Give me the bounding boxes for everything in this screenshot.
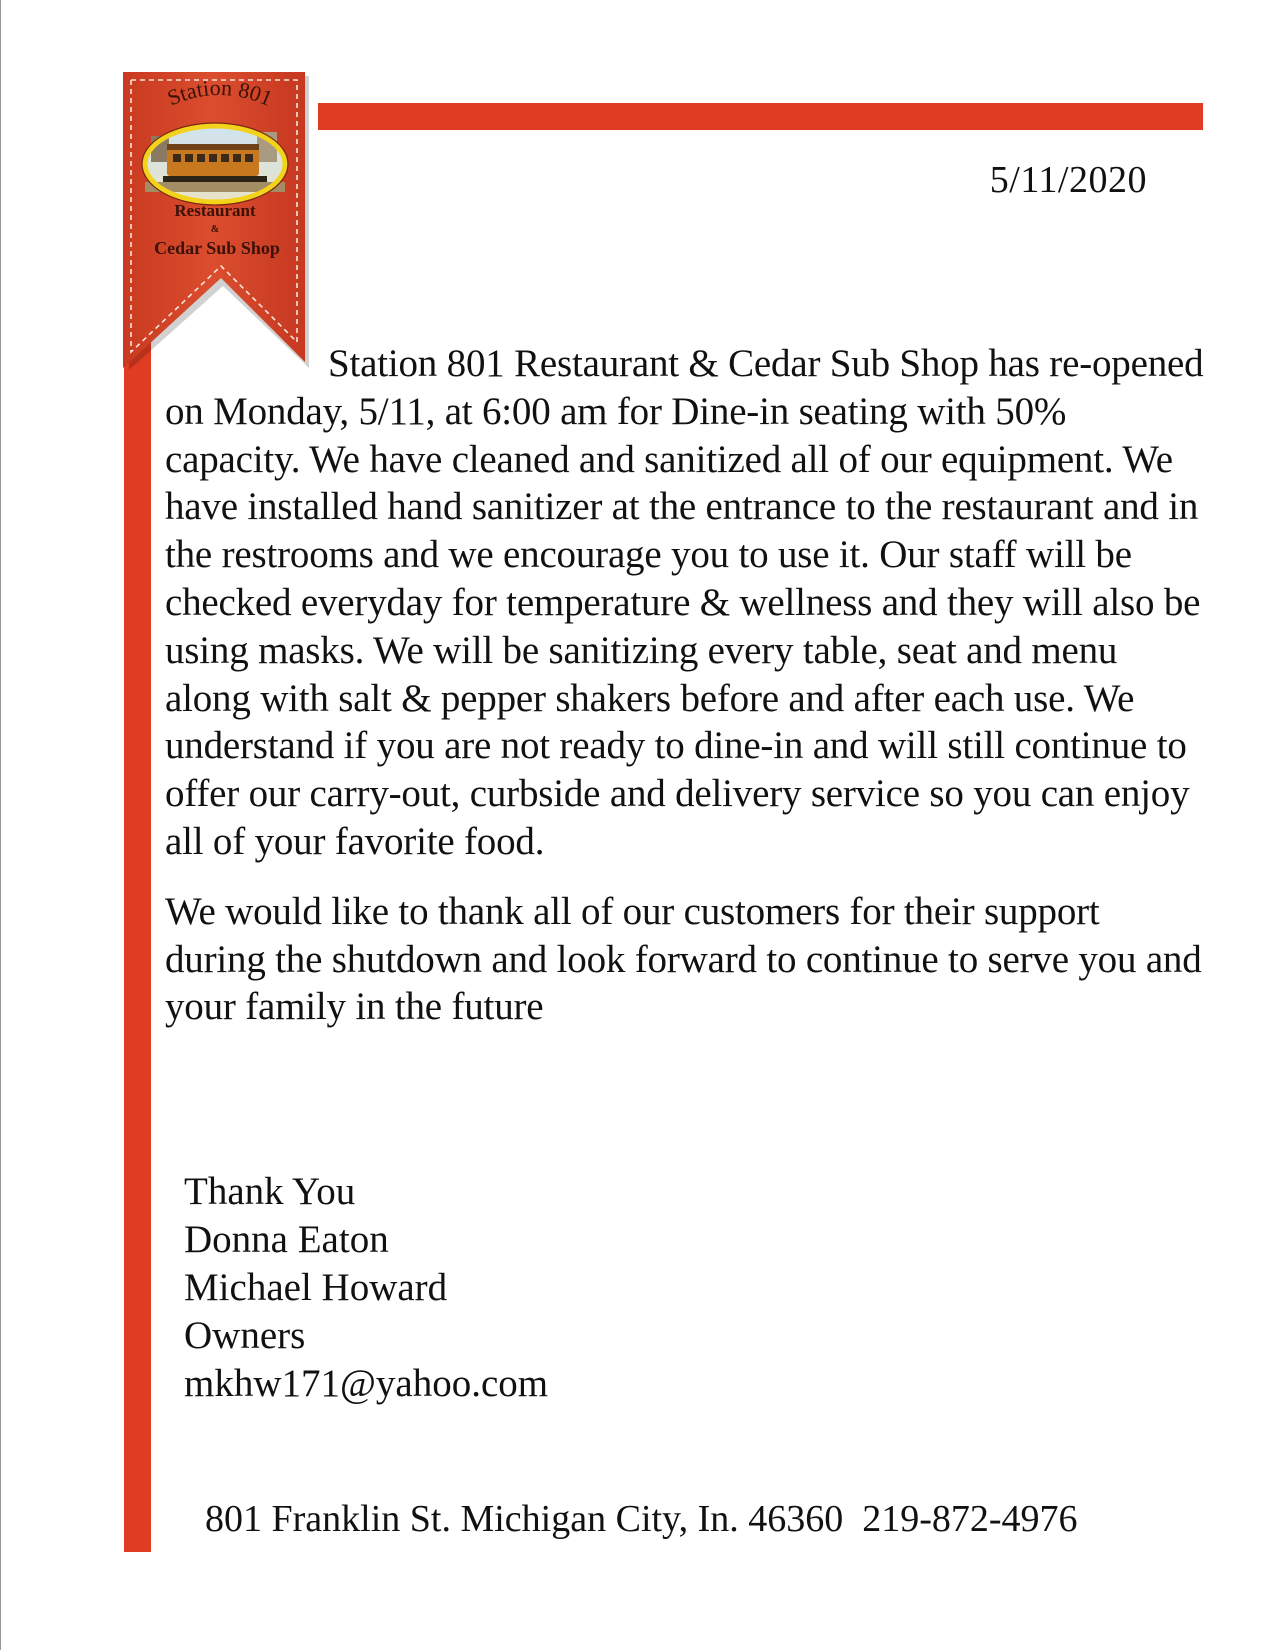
owner-title: Owners <box>184 1314 306 1357</box>
paragraph-2: We would like to thank all of our customers for their support during the shutdown and look forward to continue to serve you and your family in the future <box>165 889 1202 1029</box>
logo-line-restaurant: Restaurant <box>174 201 256 220</box>
owner-name-2: Michael Howard <box>184 1266 448 1309</box>
train-photo <box>142 123 288 205</box>
letter-date: 5/11/2020 <box>989 159 1147 201</box>
logo-arc-text: Station 801 <box>163 74 277 111</box>
logo-line-cedar: Cedar Sub Shop <box>154 238 280 258</box>
top-accent-bar <box>318 103 1203 130</box>
paragraph-1-wrap <box>165 340 1205 866</box>
paragraph-1: Station 801 Restaurant & Cedar Sub Shop has re-opened on Monday, 5/11, at 6:00 am for Dine-in seating with 50% capacity. We have cleaned and sanitized all of our equipment. We have installed hand sanitizer at the entrance to the restaurant and in the restrooms and we encourage you to use it. Our staff will be checked everyday for temperature & wellness and they will also be using masks. We will be sanitizing every table, seat and menu along with salt & pepper shakers before and after each use. We understand if you are not ready to dine-in and will still continue to offer our carry-out, curbside and delivery service so you can enjoy all of your favorite food. <box>165 342 1204 863</box>
letter-body <box>165 340 1205 1031</box>
left-accent-bar <box>124 340 151 1552</box>
closing: Thank You <box>184 1170 356 1213</box>
footer-address: 801 Franklin St. Michigan City, In. 46360 219-872-4976 <box>205 1498 1078 1540</box>
signature-block <box>184 1168 548 1408</box>
owner-name-1: Donna Eaton <box>184 1218 389 1261</box>
contact-email: mkhw171@yahoo.com <box>184 1362 549 1405</box>
page-edge <box>0 0 1 1650</box>
logo-line-ampersand: & <box>210 224 220 235</box>
